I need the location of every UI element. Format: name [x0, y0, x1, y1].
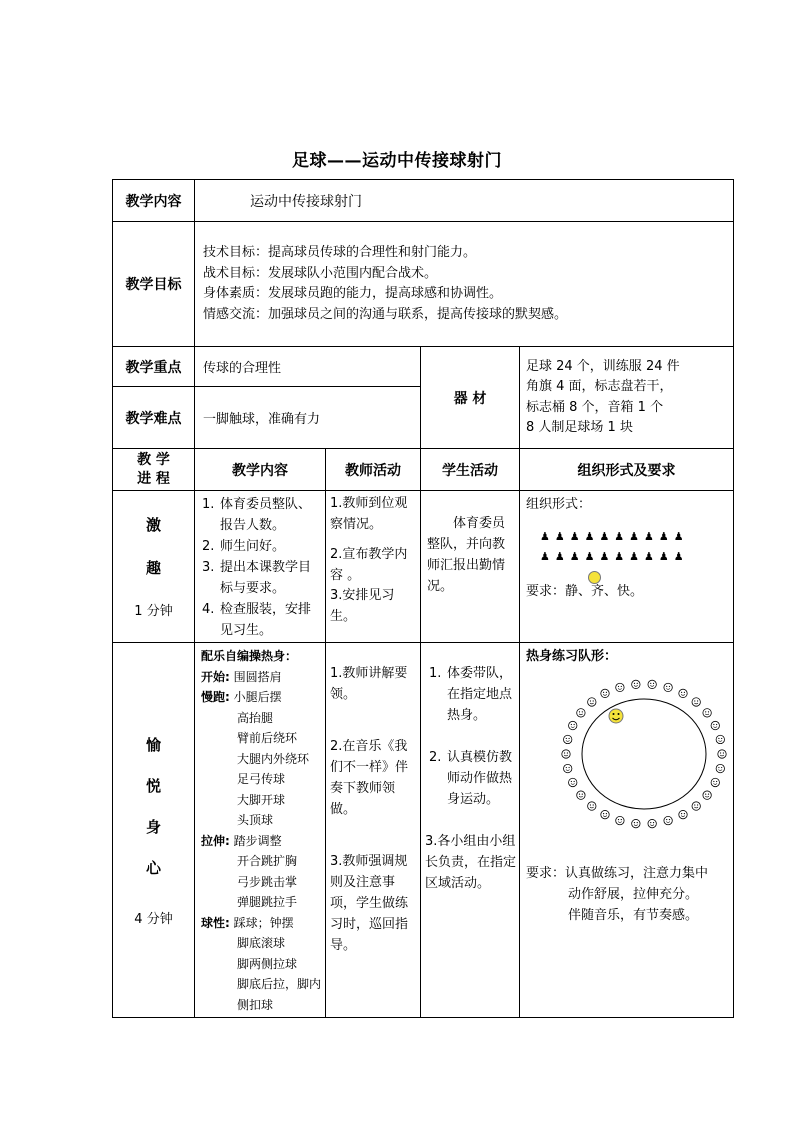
- warmup-item: 高抬腿: [237, 710, 274, 725]
- teacher-step: 1.教师到位观察情况。: [330, 496, 408, 532]
- equipment-line: 足球 24 个，训练服 24 件: [526, 358, 680, 374]
- student-header: 学生活动: [421, 449, 520, 491]
- stage1-org: [520, 491, 734, 643]
- student-face-icon: [569, 778, 577, 786]
- student-face-icon: [648, 819, 656, 827]
- student-face-icon: [716, 764, 724, 772]
- student-face-icon: [703, 709, 711, 717]
- warmup-item: 脚底滚球: [237, 936, 286, 950]
- teacher-step: 3.安排见习生。: [330, 588, 395, 624]
- warmup-item: 弓步跳击掌: [237, 874, 298, 889]
- warmup-block: 拉伸: 踏步调整: [201, 833, 282, 848]
- student-face-icon: [616, 816, 624, 824]
- stage-char: 身: [145, 817, 161, 836]
- student-face-icon: [679, 689, 687, 697]
- stage-char: 心: [145, 858, 161, 877]
- process-header-line: 教 学: [137, 451, 170, 468]
- student-face-icon: [564, 764, 572, 772]
- content-header: 教学内容: [195, 449, 326, 491]
- student-face-icon: [601, 689, 609, 697]
- student-face-icon: [648, 680, 656, 688]
- equipment-line: 标志桶 8 个，音箱 1 个: [526, 399, 664, 415]
- stage-char: 激: [145, 516, 161, 534]
- org-label: 热身练习队形：: [526, 649, 618, 664]
- warmup-item: 弹腿跳拉手: [237, 895, 298, 909]
- difficulty-value: 一脚触球，准确有力: [195, 387, 421, 449]
- warmup-title: 配乐自编操热身：: [201, 649, 298, 663]
- student-face-icon: [616, 683, 624, 691]
- goal-line: 情感交流：加强球员之间的沟通与联系，提高传接球的默契感。: [203, 306, 568, 322]
- list-item: 4. 检查服装，安排见习生。: [202, 602, 312, 638]
- warmup-item: 大腿内外绕环: [237, 751, 310, 766]
- list-item: 2. 认真模仿教师动作做热身运动。: [429, 750, 513, 807]
- page-title: 足球——运动中传接球射门: [292, 151, 502, 171]
- equipment-label: 器 材: [421, 347, 520, 449]
- stage1-label: [113, 491, 195, 643]
- student-face-icon: [577, 791, 585, 799]
- stage2-requirement: 动作舒展，拉伸充分。: [568, 887, 699, 902]
- stage-char: 愉: [145, 735, 161, 754]
- student-face-icon: [718, 750, 726, 758]
- teacher-step: 2.宣布教学内容 。: [330, 547, 408, 583]
- content-label: 教学内容: [113, 180, 195, 222]
- teacher-step: 3.教师强调规则及注意事项，学生做练习时，巡回指导。: [330, 854, 409, 953]
- focus-value: 传球的合理性: [195, 347, 421, 387]
- warmup-item: 臂前后绕环: [237, 731, 298, 745]
- process-header: [113, 449, 195, 491]
- goal-line: 技术目标：提高球员传球的合理性和射门能力。: [203, 245, 477, 260]
- teacher-marker: [588, 567, 727, 581]
- stage1-teacher: [326, 491, 421, 643]
- lesson-plan-table: [112, 179, 734, 1018]
- warmup-item: 足弓传球: [237, 772, 286, 786]
- stage-char: 趣: [145, 559, 161, 577]
- difficulty-label: 教学难点: [113, 387, 195, 449]
- focus-label: 教学重点: [113, 347, 195, 387]
- stage2-label: [113, 643, 195, 1018]
- stage2-student: [421, 643, 520, 1018]
- teacher-step: 2.在音乐《我们不一样》伴奏下教师领做。: [330, 739, 409, 817]
- student-face-icon: [692, 698, 700, 706]
- content-value: 运动中传接球射门: [195, 180, 734, 222]
- warmup-block: 慢跑: 小腿后摆: [201, 690, 282, 704]
- stage2-org: [520, 643, 734, 1018]
- student-face-icon: [664, 683, 672, 691]
- goals-cell: [195, 222, 734, 347]
- student-face-icon: [711, 778, 719, 786]
- warmup-item: 脚底后拉，脚内侧扣球: [237, 977, 322, 1012]
- stage2-requirement: 伴随音乐，有节奏感。: [568, 908, 699, 923]
- goals-label: 教学目标: [113, 222, 195, 347]
- student-face-icon: [679, 810, 687, 818]
- list-item: 1. 体委带队，在指定地点热身。: [429, 666, 513, 723]
- formation-row: ♟♟♟♟♟♟♟♟♟♟: [540, 530, 689, 543]
- student-step: 3.各小组由小组长负责，在指定区域活动。: [425, 834, 517, 891]
- stage1-student: 体育委员整队，并向教师汇报出勤情况。: [421, 491, 520, 643]
- warmup-block: 球性: 踩球；钟摆: [201, 915, 294, 930]
- warmup-item: 脚两侧拉球: [237, 956, 298, 971]
- formation-row: ♟♟♟♟♟♟♟♟♟♟: [540, 550, 689, 563]
- warmup-item: 大脚开球: [237, 792, 286, 807]
- stage1-requirement: 要求：静、齐、快。: [526, 584, 644, 599]
- teacher-header: 教师活动: [326, 449, 421, 491]
- teacher-step: 1.教师讲解要领。: [330, 666, 408, 702]
- student-face-icon: [632, 819, 640, 827]
- student-face-icon: [692, 802, 700, 810]
- stage1-time: 1 分钟: [134, 604, 173, 619]
- student-face-icon: [632, 680, 640, 688]
- equipment-line: 角旗 4 面，标志盘若干，: [526, 379, 673, 394]
- equipment-cell: [520, 347, 734, 449]
- goal-line: 战术目标：发展球队小范围内配合战术。: [203, 265, 438, 281]
- warmup-block: 开始: 围圆搭肩: [201, 669, 282, 684]
- warmup-item: 开合跳扩胸: [237, 854, 298, 868]
- student-face-icon: [577, 709, 585, 717]
- equipment-line: 8 人制足球场 1 块: [526, 420, 633, 435]
- teacher-smiley: [609, 709, 623, 723]
- stage2-time: 4 分钟: [134, 911, 173, 927]
- stage2-teacher: [326, 643, 421, 1018]
- list-item: 3. 提出本课教学目标与要求。: [202, 560, 312, 596]
- stage2-content: [195, 643, 326, 1018]
- process-header-line: 进 程: [137, 470, 170, 487]
- stage1-content: [195, 491, 326, 643]
- student-face-icon: [711, 721, 719, 729]
- warmup-item: 头顶球: [237, 813, 274, 827]
- circle-formation-diagram: [544, 669, 744, 839]
- student-face-icon: [569, 721, 577, 729]
- stage2-requirement: 要求：认真做练习，注意力集中: [526, 866, 709, 881]
- student-face-icon: [664, 816, 672, 824]
- stage-char: 悦: [145, 776, 161, 795]
- student-face-icon: [588, 698, 596, 706]
- student-face-icon: [703, 791, 711, 799]
- student-face-icon: [562, 750, 570, 758]
- list-item: 1. 体育委员整队、报告人数。: [202, 497, 312, 533]
- student-face-icon: [601, 810, 609, 818]
- list-item: 2. 师生问好。: [202, 539, 286, 554]
- org-label: 组织形式：: [526, 497, 592, 512]
- goal-line: 身体素质：发展球员跑的能力，提高球感和协调性。: [203, 286, 503, 301]
- org-header: 组织形式及要求: [520, 449, 734, 491]
- student-face-icon: [564, 735, 572, 743]
- student-face-icon: [716, 735, 724, 743]
- student-face-icon: [588, 802, 596, 810]
